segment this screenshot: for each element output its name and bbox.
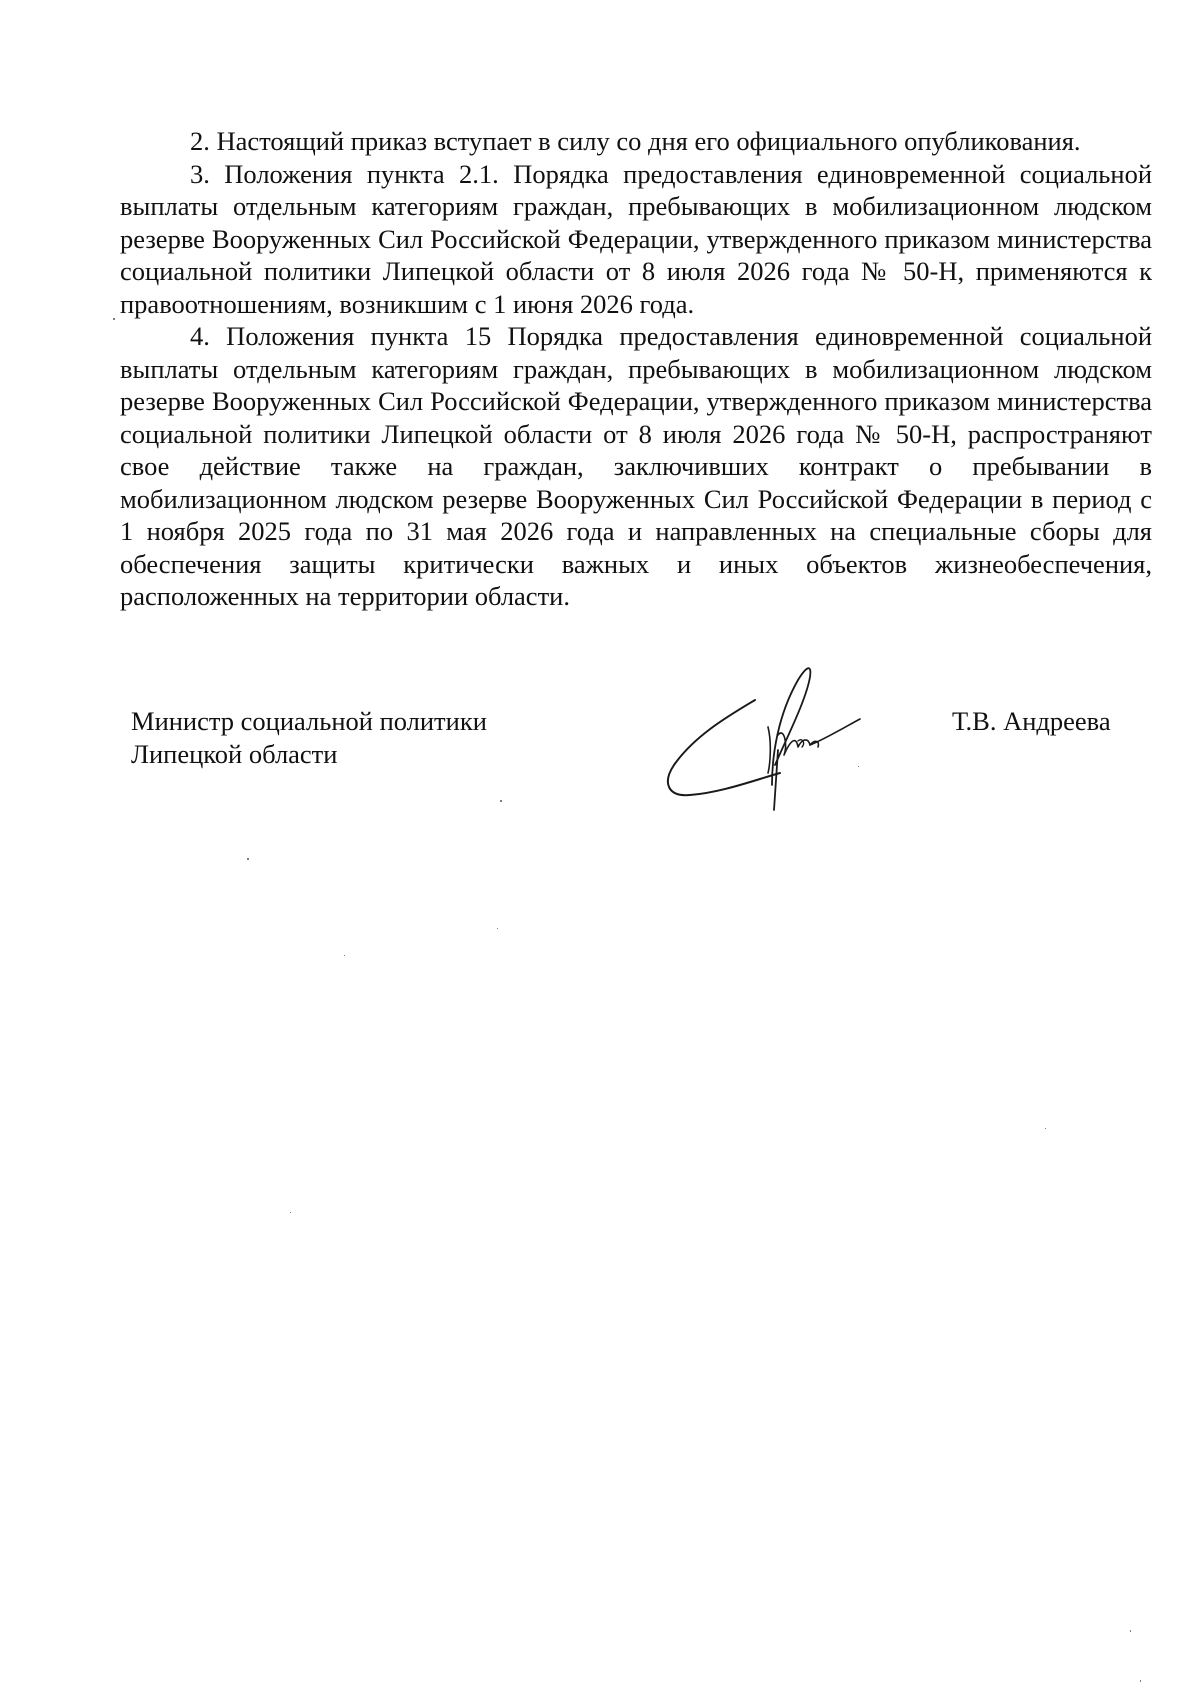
scan-speck xyxy=(113,318,115,320)
scan-speck xyxy=(1045,1128,1046,1129)
paragraph-2: 2. Настоящий приказ вступает в силу со дня его официального опубликования. xyxy=(190,126,1081,156)
scan-speck xyxy=(500,800,502,802)
scan-speck xyxy=(858,766,859,767)
signature-block xyxy=(0,705,1200,815)
signer-position-line-1: Министр социальной политики xyxy=(131,706,487,736)
handwritten-signature xyxy=(660,655,890,815)
paragraph-4: 4. Положения пункта 15 Порядка предоставления единовременной социальной выплаты отдельным категориям граждан, пребывающих в мобилизационном людском резерве Вооруженных Сил Российской Федерации, утвержденного приказом министерства социальной политики Липецкой области от 8 июля 2026 года № 50-Н, распространяют свое действие также на граждан, заключивших контракт о пребывании в мобилизационном людском резерве Вооруженных Сил Российской Федерации в период с 1 ноября 2025 года по 31 мая 2026 года и направленных на специальные сборы для обеспечения защиты критически важных и иных объектов жизнеобеспечения, расположенных на территории области. xyxy=(120,321,1152,611)
scan-speck xyxy=(497,928,498,929)
scan-speck xyxy=(344,955,345,956)
scan-speck xyxy=(1140,1680,1141,1682)
document-body xyxy=(120,125,1152,613)
scan-speck xyxy=(1130,1630,1131,1632)
scan-speck xyxy=(247,858,249,860)
scan-speck xyxy=(290,1212,291,1213)
signer-name: Т.В. Андреева xyxy=(952,706,1111,736)
paragraph-3: 3. Положения пункта 2.1. Порядка предоставления единовременной социальной выплаты отдельным категориям граждан, пребывающих в мобилизационном людском резерве Вооруженных Сил Российской Федерации, утвержденного приказом министерства социальной политики Липецкой области от 8 июля 2026 года № 50-Н, применяются к правоотношениям, возникшим с 1 июня 2026 года. xyxy=(120,158,1152,319)
signer-position xyxy=(131,705,591,771)
signer-position-line-2: Липецкой области xyxy=(131,739,338,769)
